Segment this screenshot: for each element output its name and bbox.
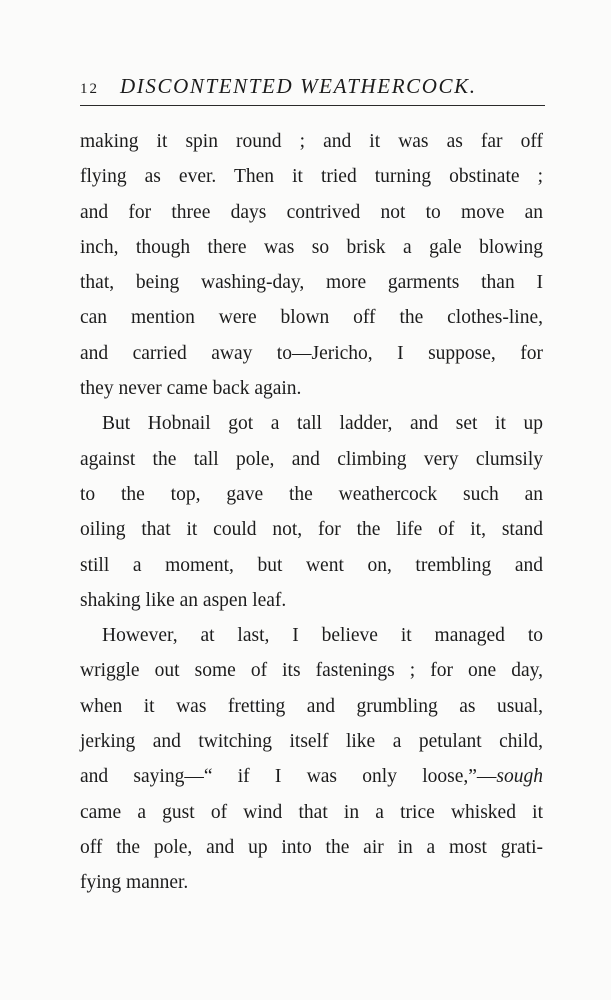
running-title: DISCONTENTED WEATHERCOCK. [120,74,477,98]
text-line: came a gust of wind that in a trice whisked it [80,801,543,823]
text-line: and carried away to—Jericho, I suppose, for [80,342,543,364]
text-line: off the pole, and up into the air in a most grati- [80,836,543,858]
text-line: flying as ever. Then it tried turning obstinate ; [80,166,543,188]
running-header [80,74,545,106]
paragraph-start-line: But Hobnail got a tall ladder, and set it up [102,413,543,435]
text-line: shaking like an aspen leaf. [80,589,287,611]
text-line: still a moment, but went on, trembling and [80,554,543,576]
text-line: against the tall pole, and climbing very clumsily [80,448,543,470]
page-number: 12 [80,81,99,97]
text-line: oiling that it could not, for the life of it, stand [80,519,543,541]
text-line: and for three days contrived not to move an [80,201,543,223]
text-line: jerking and twitching itself like a petulant child, [80,731,543,753]
body-text [80,124,543,901]
text-line: can mention were blown off the clothes-line, [80,307,543,329]
text-line: wriggle out some of its fastenings ; for one day, [80,660,543,682]
text-line: when it was fretting and grumbling as usual, [80,695,543,717]
text-line: fying manner. [80,872,189,894]
text-line: that, being washing-day, more garments than I [80,272,543,294]
text-line: inch, though there was so brisk a gale blowing [80,236,543,258]
text-line: making it spin round ; and it was as far off [80,131,543,152]
text-line [80,759,543,794]
text-run: and saying—“ if I was only loose,”— [80,766,497,788]
text-line: to the top, gave the weathercock such an [80,483,543,505]
text-line: they never came back again. [80,378,302,400]
paragraph-start-line: However, at last, I believe it managed to [102,625,543,647]
italic-word: sough [496,766,543,788]
